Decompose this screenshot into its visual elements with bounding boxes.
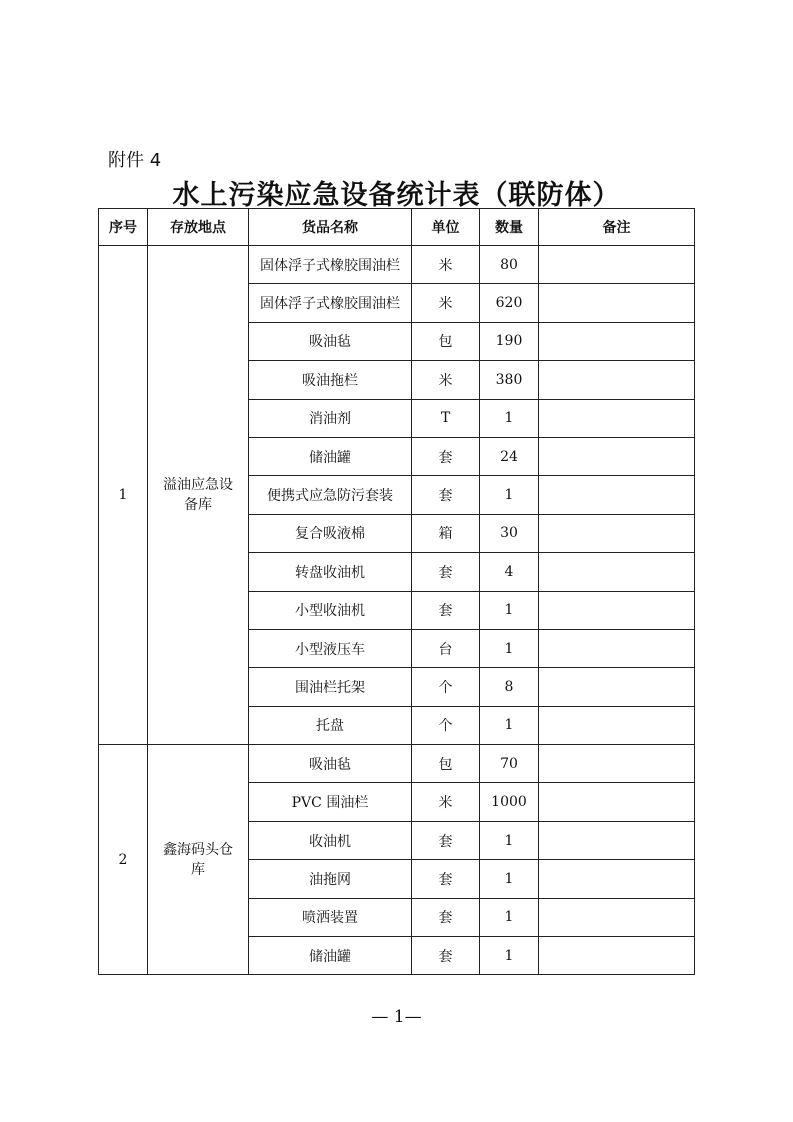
quantity-cell: 380 — [480, 361, 539, 399]
remarks-cell — [539, 437, 695, 475]
table-header-row — [99, 209, 695, 246]
remarks-cell — [539, 399, 695, 437]
item-name-cell: 储油罐 — [249, 437, 412, 475]
location-cell: 鑫海码头仓库 — [148, 745, 249, 975]
item-name-cell: 油拖网 — [249, 860, 412, 898]
table-row — [99, 745, 695, 783]
remarks-cell — [539, 668, 695, 706]
document-title: 水上污染应急设备统计表（联防体） — [172, 180, 621, 211]
remarks-cell — [539, 898, 695, 936]
column-header-location: 存放地点 — [148, 209, 249, 246]
quantity-cell: 1 — [480, 399, 539, 437]
seq-cell: 1 — [99, 246, 148, 745]
unit-cell: 米 — [412, 284, 480, 322]
quantity-cell: 4 — [480, 553, 539, 591]
item-name-cell: 固体浮子式橡胶围油栏 — [249, 284, 412, 322]
unit-cell: 套 — [412, 591, 480, 629]
remarks-cell — [539, 361, 695, 399]
unit-cell: 套 — [412, 476, 480, 514]
item-name-cell: 转盘收油机 — [249, 553, 412, 591]
item-name-cell: 收油机 — [249, 821, 412, 859]
table-row — [99, 246, 695, 284]
unit-cell: T — [412, 399, 480, 437]
unit-cell: 套 — [412, 553, 480, 591]
remarks-cell — [539, 821, 695, 859]
column-header-item-name: 货品名称 — [249, 209, 412, 246]
unit-cell: 个 — [412, 706, 480, 744]
unit-cell: 套 — [412, 821, 480, 859]
unit-cell: 套 — [412, 898, 480, 936]
remarks-cell — [539, 246, 695, 284]
item-name-cell: 小型收油机 — [249, 591, 412, 629]
unit-cell: 套 — [412, 860, 480, 898]
item-name-cell: PVC 围油栏 — [249, 783, 412, 821]
unit-cell: 台 — [412, 629, 480, 667]
quantity-cell: 30 — [480, 514, 539, 552]
remarks-cell — [539, 322, 695, 360]
quantity-cell: 1 — [480, 937, 539, 975]
remarks-cell — [539, 706, 695, 744]
quantity-cell: 8 — [480, 668, 539, 706]
quantity-cell: 1000 — [480, 783, 539, 821]
remarks-cell — [539, 629, 695, 667]
quantity-cell: 1 — [480, 821, 539, 859]
remarks-cell — [539, 476, 695, 514]
item-name-cell: 复合吸液棉 — [249, 514, 412, 552]
column-header-remarks: 备注 — [539, 209, 695, 246]
equipment-table — [98, 208, 695, 975]
quantity-cell: 70 — [480, 745, 539, 783]
item-name-cell: 喷洒装置 — [249, 898, 412, 936]
column-header-seq: 序号 — [99, 209, 148, 246]
page-number: — 1— — [371, 1007, 422, 1027]
unit-cell: 箱 — [412, 514, 480, 552]
remarks-cell — [539, 553, 695, 591]
item-name-cell: 固体浮子式橡胶围油栏 — [249, 246, 412, 284]
location-cell: 溢油应急设备库 — [148, 246, 249, 745]
column-header-unit: 单位 — [412, 209, 480, 246]
remarks-cell — [539, 937, 695, 975]
item-name-cell: 围油栏托架 — [249, 668, 412, 706]
quantity-cell: 24 — [480, 437, 539, 475]
unit-cell: 米 — [412, 783, 480, 821]
quantity-cell: 1 — [480, 476, 539, 514]
remarks-cell — [539, 783, 695, 821]
remarks-cell — [539, 745, 695, 783]
quantity-cell: 80 — [480, 246, 539, 284]
attachment-label: 附件 4 — [108, 150, 162, 171]
quantity-cell: 1 — [480, 591, 539, 629]
item-name-cell: 吸油毡 — [249, 322, 412, 360]
unit-cell: 包 — [412, 745, 480, 783]
quantity-cell: 190 — [480, 322, 539, 360]
quantity-cell: 1 — [480, 629, 539, 667]
unit-cell: 套 — [412, 937, 480, 975]
quantity-cell: 1 — [480, 898, 539, 936]
item-name-cell: 小型液压车 — [249, 629, 412, 667]
unit-cell: 个 — [412, 668, 480, 706]
column-header-quantity: 数量 — [480, 209, 539, 246]
unit-cell: 米 — [412, 246, 480, 284]
remarks-cell — [539, 860, 695, 898]
quantity-cell: 620 — [480, 284, 539, 322]
remarks-cell — [539, 514, 695, 552]
item-name-cell: 吸油毡 — [249, 745, 412, 783]
unit-cell: 套 — [412, 437, 480, 475]
remarks-cell — [539, 591, 695, 629]
seq-cell: 2 — [99, 745, 148, 975]
unit-cell: 包 — [412, 322, 480, 360]
quantity-cell: 1 — [480, 860, 539, 898]
item-name-cell: 吸油拖栏 — [249, 361, 412, 399]
remarks-cell — [539, 284, 695, 322]
table-body — [99, 246, 695, 975]
quantity-cell: 1 — [480, 706, 539, 744]
item-name-cell: 便携式应急防污套装 — [249, 476, 412, 514]
item-name-cell: 托盘 — [249, 706, 412, 744]
unit-cell: 米 — [412, 361, 480, 399]
item-name-cell: 消油剂 — [249, 399, 412, 437]
item-name-cell: 储油罐 — [249, 937, 412, 975]
